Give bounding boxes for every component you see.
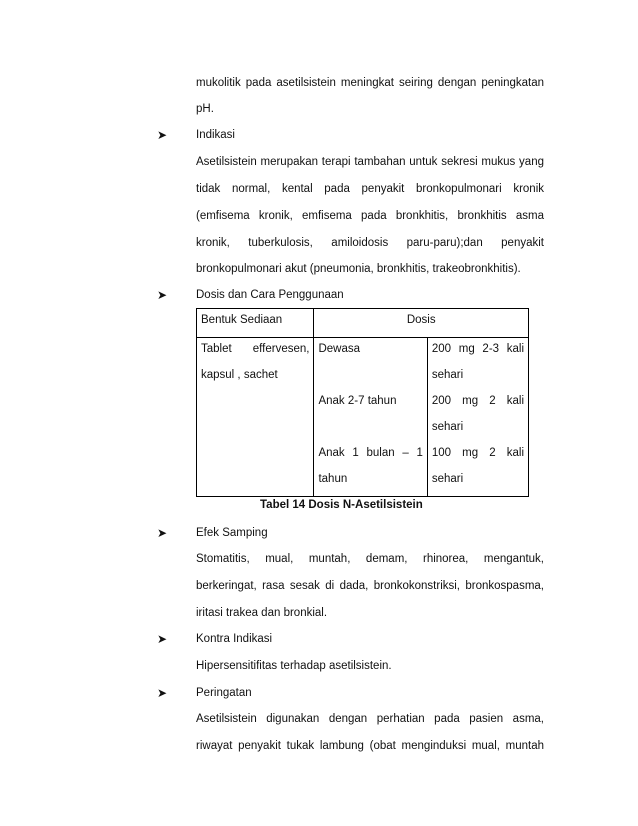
cell-line: tahun	[318, 473, 348, 485]
paragraph-line: (emfisema kronik, emfisema pada bronkhitis, bronkhitis asma	[196, 210, 544, 222]
section-heading: Indikasi	[196, 129, 235, 141]
table-cell	[427, 338, 528, 497]
cell-line: 100 mg 2 kali	[431, 447, 524, 459]
cell-line: sehari	[431, 473, 464, 485]
cell-line: Anak 2-7 tahun	[318, 395, 397, 407]
paragraph-line: berkeringat, rasa sesak di dada, bronkokonstriksi, bronkospasma,	[196, 580, 544, 592]
section-heading: Efek Samping	[196, 527, 268, 539]
table-caption: Tabel 14 Dosis N-Asetilsistein	[260, 499, 423, 511]
cell-line: Dewasa	[318, 343, 361, 355]
section-heading: Dosis dan Cara Penggunaan	[196, 289, 344, 301]
header-cell: Dosis	[314, 309, 529, 338]
cell-line: 200 mg 2 kali	[431, 395, 524, 407]
header-cell: Bentuk Sediaan	[197, 309, 314, 338]
paragraph-line: iritasi trakea dan bronkial.	[196, 607, 328, 619]
arrow-bullet-icon: ➤	[157, 526, 168, 540]
table-cell	[197, 338, 314, 497]
table-header-row	[197, 309, 529, 338]
table-row	[197, 338, 529, 497]
paragraph-line: riwayat penyakit tukak lambung (obat menginduksi mual, muntah	[196, 740, 544, 752]
paragraph-line: Hipersensitifitas terhadap asetilsistein.	[196, 660, 392, 672]
paragraph-line: bronkopulmonari akut (pneumonia, bronkhitis, trakeobronkhitis).	[196, 263, 521, 275]
paragraph-line: kronik, tuberkulosis, amiloidosis paru-paru);dan penyakit	[196, 237, 544, 249]
cell-line: Anak 1 bulan – 1	[318, 447, 423, 459]
paragraph-line: pH.	[196, 103, 214, 115]
cell-line: kapsul , sachet	[201, 369, 278, 381]
arrow-bullet-icon: ➤	[157, 288, 168, 302]
cell-line	[318, 416, 422, 442]
paragraph-line: Stomatitis, mual, muntah, demam, rhinorea, mengantuk,	[196, 553, 544, 565]
arrow-bullet-icon: ➤	[157, 686, 168, 700]
cell-line: Tablet effervesen,	[201, 343, 310, 355]
paragraph-line: Asetilsistein merupakan terapi tambahan untuk sekresi mukus yang	[196, 156, 544, 168]
cell-line: sehari	[431, 369, 464, 381]
arrow-bullet-icon: ➤	[157, 128, 168, 142]
cell-line	[318, 364, 422, 390]
paragraph-line: tidak normal, kental pada penyakit bronkopulmonari kronik	[196, 183, 544, 195]
section-heading: Peringatan	[196, 687, 252, 699]
table-cell	[314, 338, 427, 497]
cell-line: sehari	[431, 421, 464, 433]
arrow-bullet-icon: ➤	[157, 632, 168, 646]
cell-line: 200 mg 2-3 kali	[431, 343, 524, 355]
section-heading: Kontra Indikasi	[196, 633, 273, 645]
dosage-table	[196, 308, 529, 497]
paragraph-line: mukolitik pada asetilsistein meningkat seiring dengan peningkatan	[196, 77, 544, 89]
paragraph-line: Asetilsistein digunakan dengan perhatian pada pasien asma,	[196, 713, 544, 725]
